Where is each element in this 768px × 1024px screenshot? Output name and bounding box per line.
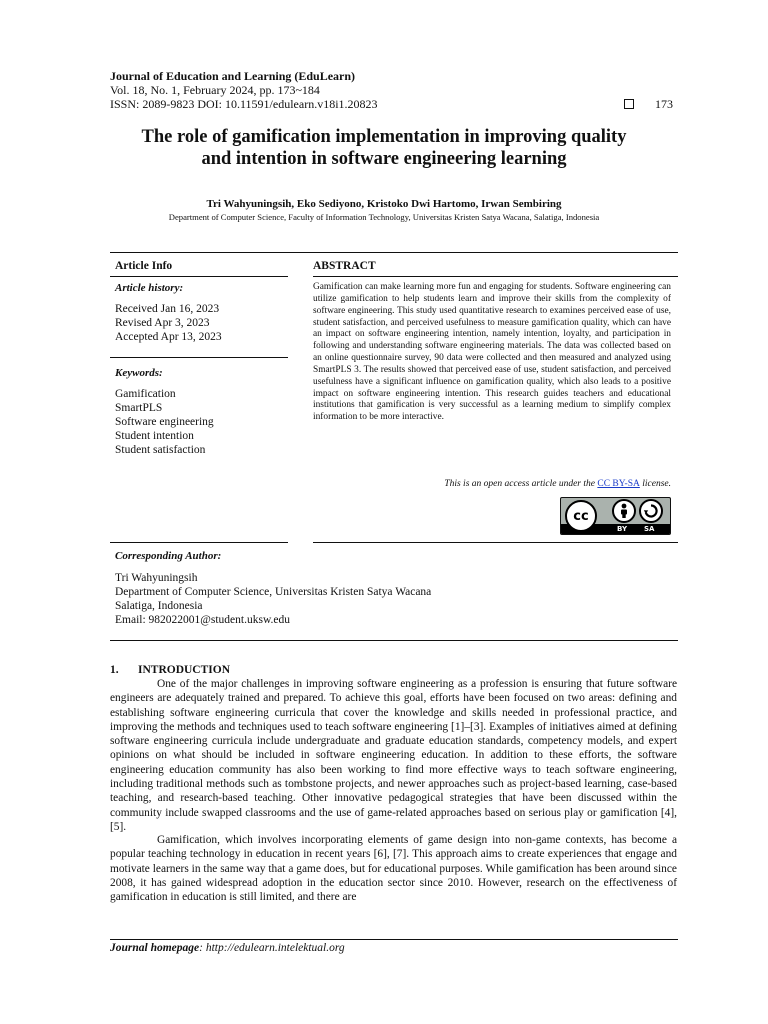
keyword-item: Gamification bbox=[115, 388, 176, 400]
received-date: Received Jan 16, 2023 bbox=[115, 303, 220, 315]
square-marker-icon bbox=[624, 99, 634, 109]
revised-date: Revised Apr 3, 2023 bbox=[115, 317, 210, 329]
journal-issn-doi: ISSN: 2089-9823 DOI: 10.11591/edulearn.v18i1.20823 bbox=[110, 97, 378, 111]
person-attribution-icon bbox=[612, 499, 636, 523]
abstract-rule bbox=[313, 276, 678, 277]
share-alike-glyph bbox=[643, 503, 659, 519]
keyword-item: SmartPLS bbox=[115, 402, 163, 414]
keyword-item: Student satisfaction bbox=[115, 444, 206, 456]
license-link[interactable]: CC BY-SA bbox=[597, 479, 640, 489]
abstract-heading: ABSTRACT bbox=[313, 260, 376, 272]
cc-by-sa-badge[interactable] bbox=[560, 497, 671, 535]
keywords-heading: Keywords: bbox=[115, 367, 163, 379]
paper-title bbox=[100, 126, 668, 170]
person-attribution-glyph bbox=[617, 503, 631, 519]
journal-volume: Vol. 18, No. 1, February 2024, pp. 173~184 bbox=[110, 83, 320, 97]
corresponding-city: Salatiga, Indonesia bbox=[115, 600, 203, 612]
journal-homepage-footer bbox=[110, 942, 345, 954]
section-top-rule bbox=[110, 252, 678, 253]
article-info-heading: Article Info bbox=[115, 260, 173, 272]
corresponding-author-heading: Corresponding Author: bbox=[115, 550, 222, 562]
corresponding-name: Tri Wahyuningsih bbox=[115, 572, 198, 584]
corresponding-email: Email: 982022001@student.uksw.edu bbox=[115, 614, 290, 626]
title-line-1: The role of gamification implementation in improving quality bbox=[141, 127, 627, 147]
article-history-heading: Article history: bbox=[115, 282, 184, 294]
abstract-text: Gamification can make learning more fun and engaging for students. Software engineering can utilize gamification to help students learn and improve their skills from the complexity of software engineering. This study used quantitative research to examines perceived ease of use, student satisfaction, and perceived usefulness to measure gamification quality, which can have an impact on software engineering intention, namely intention, loyalty, and participation in following and understanding software engineering materials. The data was collected based on an online questionnaire survey, 90 data were collected and then measured and analyzed using SmartPLS 3. The results showed that perceived ease of use, student satisfaction, and perceived usefulness have a significant influence on gamification quality, which also leads to a positive impact on software engineering intention. This research guides teachers and educational institutions that gamification is very successful as a learning medium to simplify complex information to be more interactive. bbox=[313, 282, 671, 423]
share-alike-icon bbox=[639, 499, 663, 523]
open-access-suffix: license. bbox=[639, 479, 671, 489]
accepted-date: Accepted Apr 13, 2023 bbox=[115, 331, 222, 343]
introduction-heading bbox=[110, 664, 230, 676]
keyword-item: Student intention bbox=[115, 430, 194, 442]
introduction-paragraph: One of the major challenges in improving software engineering as a profession is ensuring that future software engineers are adequately trained and prepared. To achieve this goal, efforts have been focused on two areas: defining and establishing software engineering curricula that cover the knowledge and skills needed in professional practice, and improving the methods and techniques used to teach software engineering [1]–[3]. Examples of initiatives aimed at defining software engineering curricula include undergraduate and graduate education standards, competency models, and expert opinions on what should be included in software engineering education. In addition to these efforts, the software engineering education community has also been working to find more effective ways to teach software engineering, including traditional methods such as tombstone projects, and newer approaches such as project-based learning, case-based teaching, and research-based teaching. Other innovative pedagogical strategies that have been discussed within the community include swapped classrooms and the use of game-related approaches based on serious play or gamification [4], [5]. bbox=[110, 678, 677, 833]
journal-name: Journal of Education and Learning (EduLearn) bbox=[110, 69, 356, 83]
footer-rule bbox=[110, 939, 678, 940]
keywords-bottom-rule bbox=[110, 542, 288, 543]
abstract-bottom-rule bbox=[313, 542, 678, 543]
section-number: 1. bbox=[110, 664, 119, 676]
corresponding-bottom-rule bbox=[110, 640, 678, 641]
corresponding-department: Department of Computer Science, Universitas Kristen Satya Wacana bbox=[115, 586, 432, 598]
introduction-paragraph: Gamification, which involves incorporating elements of game design into non-game contexts, has become a popular teaching technology in education in recent years [6], [7]. This approach aims to create experiences that engage and motivate learners in the same way that a game does, but for educational purposes. While gamification has been around since 2008, it has gained widespread adoption in the education sector since 2010. However, research on the effectiveness of gamification in education is still limited, and there are bbox=[110, 834, 677, 904]
section-title: INTRODUCTION bbox=[138, 664, 231, 676]
author-affiliation: Department of Computer Science, Faculty of Information Technology, Universitas Kristen Satya Wacana, Salatiga, Indonesia bbox=[168, 212, 600, 222]
cc-logo-icon: cc bbox=[565, 500, 597, 532]
open-access-prefix: This is an open access article under the bbox=[444, 479, 598, 489]
keyword-item: Software engineering bbox=[115, 416, 214, 428]
title-line-2: and intention in software engineering learning bbox=[201, 149, 567, 169]
sa-label: SA bbox=[644, 525, 655, 533]
history-rule bbox=[110, 357, 288, 358]
article-info-rule bbox=[110, 276, 288, 277]
footer-url: : http://edulearn.intelektual.org bbox=[199, 942, 345, 954]
page-number: 173 bbox=[655, 97, 673, 111]
author-list: Tri Wahyuningsih, Eko Sediyono, Kristoko Dwi Hartomo, Irwan Sembiring bbox=[206, 198, 562, 210]
by-label: BY bbox=[617, 525, 628, 533]
open-access-note bbox=[313, 479, 671, 489]
footer-label: Journal homepage bbox=[110, 942, 200, 954]
